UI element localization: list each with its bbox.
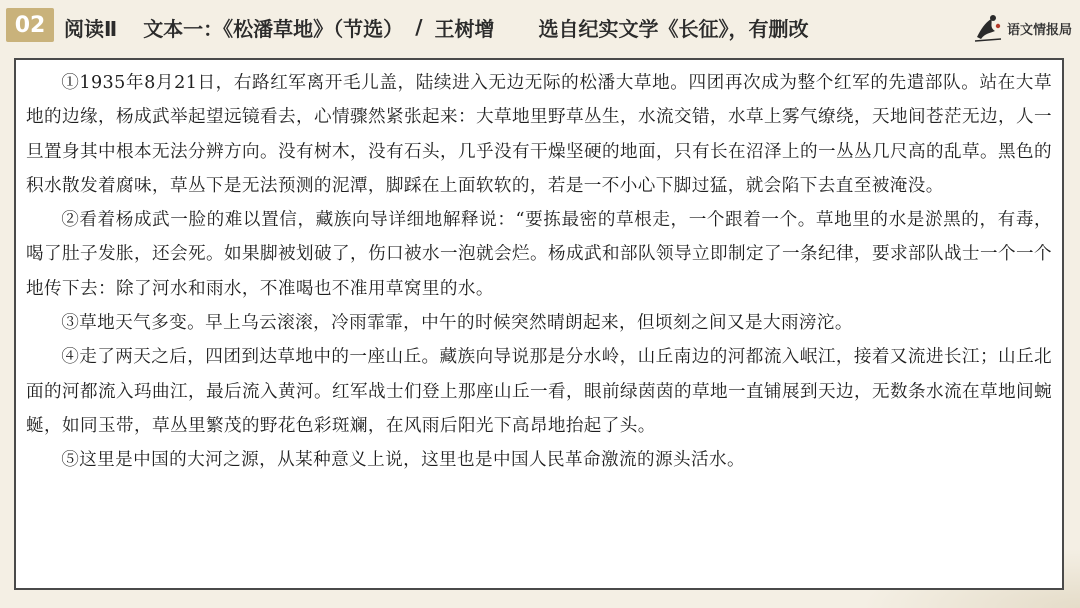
passage-box	[14, 58, 1064, 590]
section-name: 阅读Ⅱ	[64, 16, 118, 41]
paragraph-1: ①1935年8月21日，右路红军离开毛儿盖，陆续进入无边无际的松潘大草地。四团再次成为整个红军的先遣部队。站在大草地的边缘，杨成武举起望远镜看去，心情骤然紧张起来：大草地里野草丛生，水流交错，水草上雾气缭绕，天地间苍茫无边，人一旦置身其中根本无法分辨方向。没有树木，没有石头，几乎没有干燥坚硬的地面，只有长在沼泽上的一丛丛几尺高的乱草。黑色的积水散发着腐味，草丛下是无法预测的泥潭，脚踩在上面软软的，若是一不小心下脚过猛，就会陷下去直至被淹没。	[26, 73, 1052, 196]
paragraph-4: ④走了两天之后，四团到达草地中的一座山丘。藏族向导说那是分水岭，山丘南边的河都流入岷江，接着又流进长江；山丘北面的河都流入玛曲江，最后流入黄河。红军战士们登上那座山丘一看，眼前绿茵茵的草地一直铺展到天边，无数条水流在草地间蜿蜒，如同玉带，草丛里繁茂的野花色彩斑斓，在风雨后阳光下高昂地抬起了头。	[26, 347, 1052, 436]
logo-text: 语文情报局	[1006, 22, 1072, 38]
section-number-badge: 02	[6, 8, 54, 42]
title-separator: /	[415, 15, 423, 39]
paragraph-5: ⑤这里是中国的大河之源，从某种意义上说，这里也是中国人民革命激流的源头活水。	[61, 450, 745, 471]
author-name: 王树增	[434, 16, 495, 41]
paragraph-3: ③草地天气多变。早上乌云滚滚，冷雨霏霏，中午的时候突然晴朗起来，但顷刻之间又是大雨滂沱。	[61, 313, 853, 334]
brush-figure-icon	[971, 11, 1005, 45]
slide-title	[64, 12, 809, 42]
brand-logo	[971, 10, 1072, 46]
text-label: 文本一：《松潘草地》（节选）	[143, 16, 404, 41]
slide-header	[0, 0, 1080, 54]
paragraph-2: ②看着杨成武一脸的难以置信，藏族向导详细地解释说：“要拣最密的草根走，一个跟着一个。草地里的水是淤黑的，有毒，喝了肚子发胀，还会死。如果脚被划破了，伤口被水一泡就会烂。杨成武和部队领导立即制定了一条纪律，要求部队战士一个一个地传下去：除了河水和雨水，不准喝也不准用草窝里的水。	[26, 210, 1052, 299]
source-note: 选自纪实文学《长征》，有删改	[538, 16, 809, 41]
